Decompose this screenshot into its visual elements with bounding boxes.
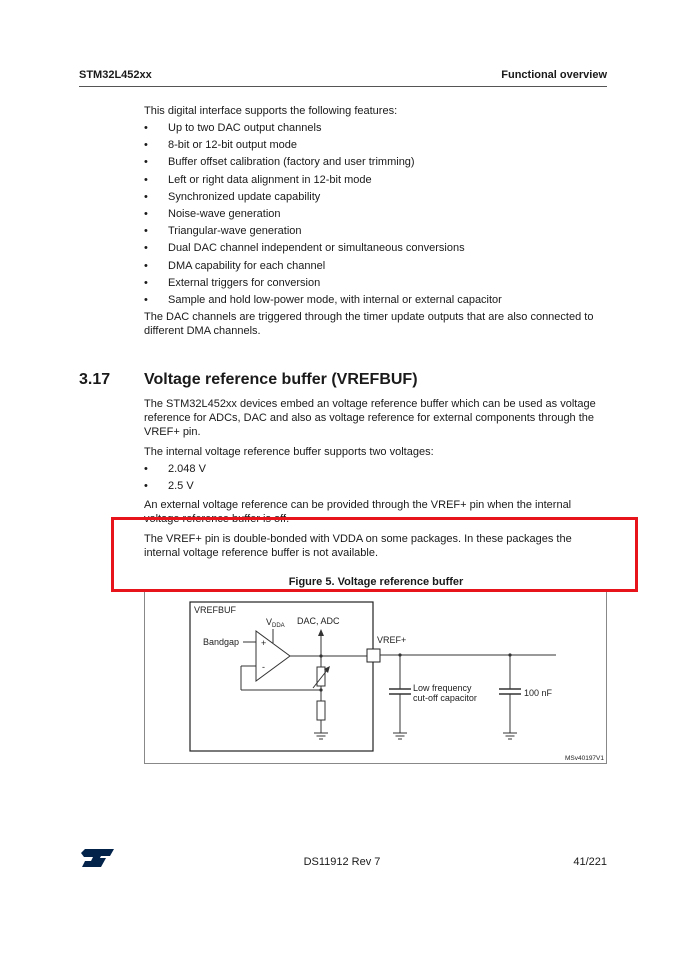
highlight-box (111, 517, 638, 592)
capacitor-icon (389, 689, 411, 694)
voltages-lead: The internal voltage reference buffer supports two voltages: (144, 446, 434, 458)
fixed-resistor (317, 701, 325, 720)
vdda-label: $V_{DDA}$ (266, 617, 285, 629)
footer-page-number: 41/221 (573, 856, 607, 868)
header-section: Functional overview (501, 69, 607, 81)
footer-doc-id: DS11912 Rev 7 (303, 856, 381, 868)
feature-item: • External triggers for conversion (144, 276, 609, 293)
header-product: STM32L452xx (79, 69, 152, 81)
ground-icon (314, 733, 328, 739)
feature-item: • Up to two DAC output channels (144, 121, 609, 138)
vrefbuf-intro-paragraph: The STM32L452xx devices embed an voltage reference buffer which can be used as voltage reference for ADCs, DAC and also as voltage reference for external components through the VREF+ pin. (144, 398, 596, 438)
feature-item: • Synchronized update capability (144, 190, 609, 207)
cap2-label: 100 nF (524, 688, 553, 698)
feature-item: • 8-bit or 12-bit output mode (144, 138, 609, 155)
section-number: 3.17 (79, 371, 111, 388)
feature-item: • Triangular-wave generation (144, 224, 609, 241)
ground-icon (503, 733, 517, 739)
feature-item: • Buffer offset calibration (factory and user trimming) (144, 155, 609, 172)
feature-item: • Left or right data alignment in 12-bit mode (144, 173, 609, 190)
vrefbuf-label: VREFBUF (194, 605, 237, 615)
ground-icon (393, 733, 407, 739)
double-bond-paragraph: The VREF+ pin is double-bonded with VDDA on some packages. In these packages the internal voltage reference buffer is not available. (144, 533, 572, 560)
cap1-label-line2: cut-off capacitor (413, 693, 477, 703)
figure-caption: Figure 5. Voltage reference buffer (288, 576, 464, 588)
vref-pin-label: VREF+ (377, 635, 407, 645)
dac-adc-arrow-head (318, 629, 324, 636)
cap1-label-line1: Low frequency (413, 683, 472, 693)
vdda-subscript: DDA (272, 623, 285, 629)
capacitor-icon (499, 689, 521, 694)
feature-item: • Noise-wave generation (144, 207, 609, 224)
voltage-item: • 2.5 V (144, 479, 609, 496)
dac-adc-label: DAC, ADC (297, 616, 340, 626)
bandgap-label: Bandgap (203, 637, 240, 647)
feature-item: • DMA capability for each channel (144, 259, 609, 276)
external-reference-paragraph: An external voltage reference can be provided through the VREF+ pin when the internal voltage reference buffer is off. (144, 499, 572, 526)
vref-pin-square (367, 649, 380, 662)
voltage-item: • 2.048 V (144, 462, 609, 479)
section-title: Voltage reference buffer (VREFBUF) (144, 371, 418, 388)
op-amp-minus: - (262, 662, 265, 672)
op-amp-plus: + (261, 638, 267, 648)
feedback-node-dot (319, 688, 322, 691)
trigger-paragraph: The DAC channels are triggered through the timer update outputs that are also connected to different DMA channels. (144, 311, 594, 338)
feature-item: • Dual DAC channel independent or simultaneous conversions (144, 241, 609, 258)
figure-code: MSv40197V1 (564, 755, 604, 762)
variable-resistor (317, 667, 325, 686)
intro-lead: This digital interface supports the following features: (144, 105, 398, 117)
feature-item: • Sample and hold low-power mode, with internal or external capacitor (144, 293, 609, 310)
